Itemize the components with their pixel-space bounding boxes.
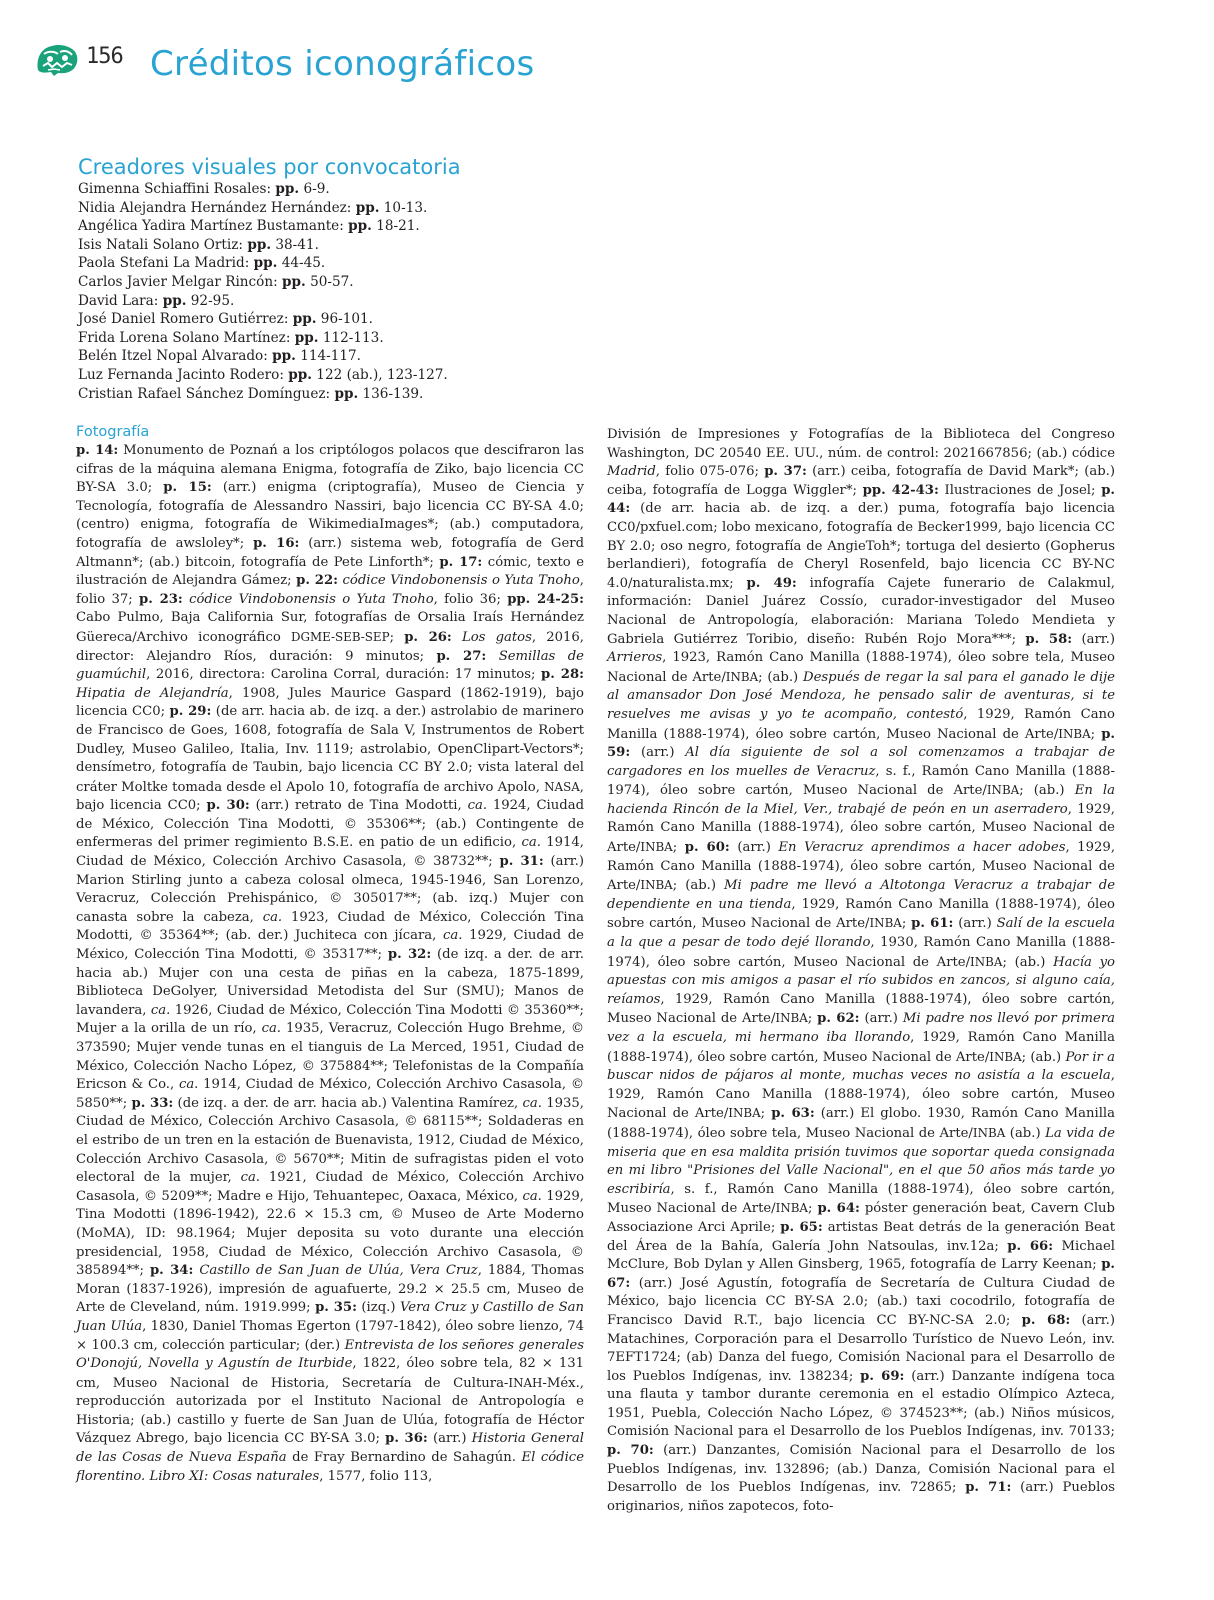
institution-acronym: INBA <box>1058 726 1091 741</box>
page-reference: p. 66: <box>1007 1238 1054 1254</box>
work-title: Entrevista de los señores generales O'Donojú, Novella y Agustín de Iturbide <box>76 1337 584 1372</box>
work-title: Mi padre nos llevó por primera vez a la escuela, mi hermano iba llorando <box>607 1011 1115 1045</box>
page-reference: p. 31: <box>499 854 544 870</box>
credit-text: , 1929, Ramón Cano Manilla (1888-1974), óleo sobre cartón, Museo Nacional de Arte/ <box>607 896 1115 932</box>
credit-text: ; <box>901 916 912 932</box>
credit-text: ; <box>808 1201 818 1217</box>
page-reference: p. 30: <box>206 798 250 814</box>
page-reference: p. 29: <box>169 704 212 720</box>
credit-text: 1924, Ciudad de México, Colección Tina Modotti, © 35306**; (ab.) Contingente de enfermeras del primer regimiento B.S.E. en patio de un edificio, <box>76 798 585 851</box>
creator-name: Carlos Javier Melgar Rincón: <box>78 273 278 290</box>
credit-text: 1921, Ciudad de México, Colección Archivo Casasola, © 5209**; Madre e Hijo, Tehuantepec, Oaxaca, México, <box>76 1170 585 1204</box>
credit-text: (arr.) Danzantes, Comisión Nacional para el Desarrollo de los Pueblos Indígenas, inv. 132896; (ab.) Danza, Comisión Nacional para el Desarrollo de los Pueblos Indígenas, inv. 72865; <box>607 1443 1115 1496</box>
institution-acronym: DGME-SEB-SEP <box>290 629 390 644</box>
credit-text: ; <box>807 1011 818 1027</box>
credit-text: ; <box>1090 726 1102 742</box>
credit-text: (arr.) enigma (criptografía), Museo de Ciencia y Tecnología, fotografía de Alessandro Nassiri, bajo licencia CC BY-SA 4.0; (centro) enigma, fotografía de WikimediaImages*; (ab.) computadora, fotografía de awsloley*; <box>76 480 584 551</box>
page-reference: p. 35: <box>315 1300 357 1316</box>
work-title: ca. <box>261 1021 282 1037</box>
institution-acronym: INAH <box>508 1375 543 1390</box>
credit-text: cómic, texto e ilustración de Alejandra Gámez; <box>76 554 585 589</box>
institution-acronym: INBA <box>986 783 1020 798</box>
page-reference: p. 67: <box>607 1257 1115 1291</box>
photo-credits-right-column <box>607 426 1115 1516</box>
credit-text: (arr.) <box>630 745 686 761</box>
credit-text: , folio 36; <box>433 591 508 607</box>
creator-pages-label: pp. <box>292 311 317 328</box>
creator-pages-label: pp. <box>272 348 296 365</box>
work-title: Semillas de guamúchil <box>76 648 584 683</box>
credit-text: (arr.) Matachines, Corporación para el Desarrollo Turístico de Nuevo León, inv. 7EFT1724; (ab) Danza del fuego, Comisión Nacional para el Desarrollo de los Pueblos Indígenas, inv. 138234; <box>607 1312 1115 1384</box>
credit-text: (arr.) <box>729 840 779 856</box>
creator-item <box>78 199 638 218</box>
credit-text: División de Impresiones y Fotografías de la Biblioteca del Congreso Washington, DC 20540 EE. UU., núm. de control: 2021667856; (ab.) códice <box>607 427 1115 461</box>
credit-text: , 1577, folio 113, <box>319 1468 433 1484</box>
credit-text: , 1929, Ramón Cano Manilla (1888-1974), óleo sobre cartón, Museo Nacional de Arte/ <box>607 706 1115 742</box>
creator-pages-label: pp. <box>355 199 380 216</box>
creator-page-range: 18-21. <box>371 218 420 235</box>
credit-text: ; (ab.) <box>1021 1049 1066 1065</box>
page-title: Créditos iconográficos <box>150 44 535 84</box>
creator-item <box>78 310 638 329</box>
credit-text: 1926, Ciudad de México, Colección Tina Modotti © 35360**; Mujer a la orilla de un río, <box>76 1002 584 1037</box>
institution-acronym: INBA <box>775 1201 809 1216</box>
creators-list <box>78 180 638 403</box>
creator-pages-label: pp. <box>275 181 300 197</box>
work-title: ca. <box>262 909 283 925</box>
creator-page-range: 6-9. <box>299 181 330 197</box>
credit-text: , bajo licencia CC0; <box>76 779 584 814</box>
page-reference: p. 26: <box>404 629 452 645</box>
creator-page-range: 114-117. <box>295 348 362 365</box>
work-title: Salí de la escuela a la que a pesar de todo dejé llorando <box>607 916 1116 951</box>
credit-text: (de arr. hacia ab. de izq. a der.) puma, fotografía bajo licencia CC0/pxfuel.com; lobo mexicano, fotografía de Becker1999, bajo licencia CC BY 2.0; oso negro, fotografía de AngieToh*; tortuga del desierto (Gopherus berlandieri), fotografía de Cheryl Rosenfeld, bajo licencia CC BY-NC 4.0/naturalista.mx; <box>607 501 1115 591</box>
creator-pages-label: pp. <box>253 255 278 272</box>
creator-name: Frida Lorena Solano Martínez: <box>78 329 291 346</box>
creator-name: Cristian Rafael Sánchez Domínguez: <box>78 385 331 402</box>
creator-item <box>78 347 638 366</box>
credit-text: , 2016, directora: Carolina Corral, duración: 17 minutos; <box>146 667 541 683</box>
institution-acronym: INBA <box>972 1125 1006 1140</box>
creator-page-range: 38-41. <box>271 236 319 253</box>
credit-text: Monumento de Poznań a los criptólogos polacos que descifraron las cifras de la máquina alemana Enigma, fotografía de Ziko, bajo licencia CC BY-SA 3.0; <box>76 443 585 496</box>
work-title: Hacía yo apuestas con mis amigos a pasar el río subidos en zancos, si alguno caía, reíamos <box>607 954 1115 1007</box>
creators-heading: Creadores visuales por convocatoria <box>78 155 461 179</box>
page-reference: p. 60: <box>684 840 730 856</box>
credit-text: 1935, Ciudad de México, Colección Archivo Casasola, © 68115**; Soldaderas en el estribo de un tren en la estación de Buenavista, 1912, Ciudad de México, Colección Archivo Casasola, © 5670**; Mitin de sufragistas piden el voto electoral de la mujer, <box>76 1095 584 1186</box>
page-reference: p. 71: <box>965 1480 1012 1496</box>
creator-name: Belén Itzel Nopal Alvarado: <box>78 348 268 365</box>
work-title: Por ir a buscar nidos de pájaros al monte, muchas veces no asistía a la escuela <box>607 1049 1115 1084</box>
creator-item <box>78 292 638 311</box>
creator-page-range: 96-101. <box>316 311 373 328</box>
creator-name: David Lara: <box>78 292 159 309</box>
creator-item <box>78 273 638 292</box>
credit-text: ; (ab.) <box>1019 783 1075 799</box>
photo-credits-left-column <box>76 422 584 1486</box>
creator-page-range: 10-13. <box>379 199 428 216</box>
page-reference: p. 64: <box>817 1201 860 1217</box>
creator-item <box>78 254 638 273</box>
creator-name: Angélica Yadira Martínez Bustamante: <box>78 218 344 235</box>
work-title: En Veracruz aprendimos a hacer adobes <box>778 840 1066 856</box>
credit-text: de Fray Bernardino de Sahagún. <box>286 1450 522 1466</box>
jaguar-glyph-icon <box>34 42 80 78</box>
credit-text: (arr.) sistema web, fotografía de Gerd Altmann*; (ab.) bitcoin, fotografía de Pete Linforth*; <box>76 535 585 570</box>
credit-text: (arr.) Marion Stirling junto a cabeza colosal olmeca, 1945-1946, San Lorenzo, Veracruz, Colección Prehispánico, © 305017**; (ab. izq.) Mujer con canasta sobre la cabeza, <box>76 854 584 925</box>
page-reference: p. 62: <box>817 1011 860 1027</box>
page-reference: p. 23: <box>139 591 183 607</box>
page-reference: p. 69: <box>860 1368 905 1384</box>
creator-item <box>78 385 638 404</box>
creator-item <box>78 217 638 236</box>
page-reference: p. 17: <box>439 554 483 570</box>
credit-text: (de arr. hacia ab. de izq. a der.) astrolabio de marinero de Francisco de Goes, 1608, fotografía de Sala V, Instrumentos de Robert Dudley, Museo Galileo, Italia, Inv. 1119; astrolabio, OpenClipart-Vectors*; densímetro, fotografía de Taubin, bajo licencia CC BY 2.0; vista lateral del cráter Moltke tomada desde el Apolo 10, fotografía de archivo Apolo, <box>76 704 585 795</box>
credit-text: ; <box>672 840 685 856</box>
credit-text: (arr.) <box>953 916 997 932</box>
work-title: Hipatia de Alejandría <box>76 685 229 701</box>
credit-text <box>486 649 498 664</box>
credit-text: , folio 37; <box>76 573 584 607</box>
page-reference: p. 36: <box>385 1431 428 1447</box>
credit-text: 1914, Ciudad de México, Colección Archivo Casasola, © 38732**; <box>76 835 584 870</box>
page-reference: p. 59: <box>607 726 1115 761</box>
credit-text: Michael McClure, Bob Dylan y Allen Ginsberg, 1965, fotografía de Larry Keenan; <box>607 1238 1115 1273</box>
creator-pages-label: pp. <box>334 385 359 402</box>
creator-name: Luz Fernanda Jacinto Rodero: <box>78 366 284 383</box>
page-reference: p. 32: <box>387 947 432 963</box>
credit-text: (de izq. a der. de arr. hacia ab.) Mujer con una cesta de piñas en la cabeza, 1875-1899, Biblioteca DeGolyer, Universidad Metodista del Sur (SMU); Manos de lavandera, <box>76 947 584 1018</box>
page-reference: pp. 42-43: <box>862 482 939 498</box>
work-title: ca. <box>150 1002 171 1018</box>
page-reference: p. 16: <box>253 535 300 551</box>
work-title: ca. <box>467 798 488 814</box>
work-title: Los gatos <box>461 629 532 645</box>
creator-name: José Daniel Romero Gutiérrez: <box>78 311 289 328</box>
credit-text: (arr.) Pueblos originarios, niños zapotecos, foto- <box>607 1480 1115 1514</box>
work-title: El códice florentino. Libro XI: Cosas naturales <box>76 1450 584 1484</box>
work-title: La vida de miseria que en esa maldita prisión tuvimos que soportar queda consignada en mi libro "Prisiones del Valle Nacional", en el que 50 años más tarde yo escribiría <box>607 1125 1115 1197</box>
credit-text: ; <box>389 629 405 645</box>
page-reference: p. 27: <box>436 648 487 664</box>
work-title: Madrid <box>607 464 656 480</box>
credit-text: , 1929, Ramón Cano Manilla (1888-1974), óleo sobre cartón, Museo Nacional de Arte/ <box>607 801 1115 856</box>
credit-text: póster generación beat, Cavern Club Associazione Arci Aprile; <box>607 1201 1115 1235</box>
creator-item <box>78 236 638 255</box>
work-title: códice Vindobonensis o Yuta Tnoho <box>342 573 580 589</box>
creator-item <box>78 329 638 348</box>
institution-acronym: NASA <box>544 779 580 794</box>
creator-name: Isis Natali Solano Ortiz: <box>78 236 243 253</box>
creator-pages-label: pp. <box>282 273 306 290</box>
work-title: Historia General de las Cosas de Nueva España <box>76 1431 585 1466</box>
creator-item <box>78 180 638 199</box>
credit-text: Cabo Pulmo, Baja California Sur, fotografías de Orsalia Iraís Hernández Güereca/Archivo iconográfico <box>76 610 584 645</box>
creator-name: Nidia Alejandra Hernández Hernández: <box>78 199 352 216</box>
work-title: ca. <box>442 928 463 944</box>
page-reference: pp. 24-25: <box>507 591 584 607</box>
credit-text: 1929, Ciudad de México, Colección Tina Modotti, © 35317**; <box>76 928 584 963</box>
credit-text: , 1908, Jules Maurice Gaspard (1862-1919), bajo licencia CC0; <box>76 685 584 720</box>
credit-text: , 1929, Ramón Cano Manilla (1888-1974), óleo sobre cartón, Museo Nacional de Arte/ <box>607 840 1116 894</box>
page-reference: p. 37: <box>764 464 807 480</box>
credit-text: , 1884, Thomas Moran (1837-1926), impresión de aguafuerte, 29.2 × 25.5 cm, Museo de Arte de Cleveland, núm. 1919.999; <box>76 1263 584 1316</box>
work-title: En la hacienda Rincón de la Miel, Ver., trabajé de peón en un aserradero <box>607 783 1115 817</box>
creator-name: Paola Stefani La Madrid: <box>78 255 250 272</box>
credit-text: (arr.) ceiba, fotografía de David Mark*; (ab.) ceiba, fotografía de Logga Wiggler*; <box>607 464 1115 498</box>
creator-page-range: 50-57. <box>305 273 354 290</box>
creator-pages-label: pp. <box>288 366 312 383</box>
creator-pages-label: pp. <box>162 292 187 309</box>
fotografia-heading: Fotografía <box>76 424 150 440</box>
credit-text: , 1930, Ramón Cano Manilla (1888-1974), óleo sobre cartón, Museo Nacional de Arte/ <box>607 935 1115 970</box>
creator-page-range: 112-113. <box>318 329 384 346</box>
page-reference: p. 34: <box>149 1263 194 1279</box>
page-reference: p. 15: <box>163 480 212 496</box>
credits-paragraph-right <box>607 426 1115 1516</box>
credit-text: , 1929, Ramón Cano Manilla (1888-1974), óleo sobre cartón, Museo Nacional de Arte/ <box>607 1068 1115 1122</box>
credit-text: (izq.) <box>356 1300 400 1316</box>
creator-page-range: 44-45. <box>277 255 326 272</box>
work-title: ca. <box>521 835 541 851</box>
creator-pages-label: pp. <box>294 329 319 346</box>
credit-text: 1923, Ciudad de México, Colección Tina Modotti, © 35364**; (ab. der.) Juchiteca con jícara, <box>76 909 584 944</box>
credit-text: , s. f., Ramón Cano Manilla (1888-1974), óleo sobre cartón, Museo Nacional de Arte/ <box>607 763 1115 799</box>
institution-acronym: INBA <box>869 916 902 931</box>
page-reference: p. 58: <box>1025 631 1073 647</box>
credit-text: ; (ab.) <box>672 878 725 894</box>
page-reference: p. 63: <box>771 1106 815 1122</box>
work-title: ca. <box>240 1170 261 1186</box>
credit-text: (arr.) retrato de Tina Modotti, <box>249 798 468 814</box>
credit-text: ; <box>760 1106 772 1122</box>
work-title: Arrieros <box>607 650 663 666</box>
page-reference: p. 70: <box>607 1443 654 1459</box>
work-title: ca. <box>522 1095 542 1111</box>
page-reference: p. 68: <box>1021 1312 1071 1328</box>
page-reference: p. 22: <box>296 573 339 589</box>
work-title: ca. <box>178 1077 199 1093</box>
credit-text: (arr.) <box>427 1431 472 1447</box>
institution-acronym: INBA <box>775 1011 808 1026</box>
credit-text: (arr.) Danzante indígena toca una flauta y tambor durante ceremonia en el estadio Olímpico Azteca, 1951, Puebla, Colección Nacho López, © 374523**; (ab.) Niños músicos, Comisión Nacional para el Desarrollo de los Pueblos Indígenas, inv. 70133; <box>607 1368 1115 1440</box>
credit-text: (arr.) <box>859 1011 903 1027</box>
credit-text: infografía Cajete funerario de Calakmul, información: Daniel Juárez Cossío, curador-investigador del Museo Nacional de Antropología, elaboración: Mariana Toledo Mendieta y Gabriela Gutiérrez Toribio, diseño: Rubén Rojo Mora***; <box>607 575 1115 647</box>
credit-text: (ab.) <box>1005 1125 1046 1141</box>
credit-text: 1929, Tina Modotti (1896-1942), 22.6 × 15.3 cm, © Museo de Arte Moderno (MoMA), ID: 98.1964; Mujer deposita su voto durante una elección presidencial, 1958, Ciudad de México, Colección Archivo Casasola, © 385894**; <box>76 1188 584 1279</box>
credit-text <box>452 630 462 645</box>
institution-acronym: INBA <box>640 878 673 893</box>
page-reference: p. 49: <box>746 575 797 591</box>
credit-text: 1935, Veracruz, Colección Hugo Brehme, © 373590; Mujer vende tunas en el tianguis de La Merced, 1951, Ciudad de México, Colección Nacho López, © 375884**; Telefonistas de la Compañía Ericson & Co., <box>76 1021 585 1093</box>
page-header <box>34 36 1184 106</box>
work-title: Mi padre me llevó a Altotonga Veracruz a trabajar de dependiente en una tienda <box>607 878 1115 912</box>
institution-acronym: INBA <box>728 1106 761 1121</box>
creator-pages-label: pp. <box>348 218 372 235</box>
credit-text: , 1923, Ramón Cano Manilla (1888-1974), óleo sobre tela, Museo Nacional de Arte/ <box>607 650 1115 685</box>
page-reference: p. 33: <box>131 1095 174 1111</box>
credit-text: 1914, Ciudad de México, Colección Archivo Casasola, © 5850**; <box>76 1077 585 1111</box>
credit-text: , 1830, Daniel Thomas Egerton (1797-1842), óleo sobre lienzo, 74 × 100.3 cm, colección particular; (der.) <box>76 1318 584 1353</box>
credit-text: -Méx., reproducción autorizada por el Instituto Nacional de Antropología e Historia; (ab.) castillo y fuerte de San Juan de Ulúa, fotografía de Héctor Vázquez Abrego, bajo licencia CC BY-SA 3.0; <box>76 1375 584 1447</box>
institution-acronym: INBA <box>970 954 1003 969</box>
work-title: ca. <box>522 1188 542 1204</box>
creators-section <box>78 154 638 403</box>
credits-paragraph-left <box>76 442 584 1486</box>
credit-text: (arr.) José Agustín, fotografía de Secretaría de Cultura Ciudad de México, bajo licencia CC BY-SA 2.0; (ab.) taxi cocodrilo, fotografía de Francisco David R.T., bajo licencia CC BY-NC-SA 2.0; <box>607 1275 1115 1328</box>
creator-pages-label: pp. <box>247 236 272 253</box>
page-reference: p. 28: <box>541 667 584 683</box>
work-title: Vera Cruz y Castillo de San Juan Ulúa <box>76 1300 585 1334</box>
institution-acronym: INBA <box>640 840 673 855</box>
creator-page-range: 136-139. <box>358 385 424 402</box>
credit-text: , 2016, director: Alejandro Ríos, duración: 9 minutos; <box>76 629 584 664</box>
page-reference: p. 61: <box>911 916 954 932</box>
credit-text: (arr.) <box>1072 631 1115 647</box>
creator-name: Gimenna Schiaffini Rosales: <box>78 181 272 197</box>
credit-text: , 1929, Ramón Cano Manilla (1888-1974), óleo sobre cartón, Museo Nacional de Arte/ <box>607 991 1115 1027</box>
work-title: Al día siguiente de sol a sol comenzamos a trabajar de cargadores en los muelles de Veracruz <box>607 745 1115 779</box>
credit-text: (de izq. a der. de arr. hacia ab.) Valentina Ramírez, <box>173 1095 523 1111</box>
credit-text: Ilustraciones de Josel; <box>938 482 1102 498</box>
page-reference: p. 44: <box>607 482 1115 517</box>
institution-acronym: INBA <box>989 1049 1022 1064</box>
institution-acronym: INBA <box>725 669 759 684</box>
page-number: 156 <box>86 44 123 69</box>
credit-text: ; (ab.) <box>758 669 804 685</box>
page-reference: p. 14: <box>76 443 119 458</box>
credit-text: , 1929, Ramón Cano Manilla (1888-1974), óleo sobre cartón, Museo Nacional de Arte/ <box>607 1030 1115 1065</box>
creator-page-range: 92-95. <box>186 292 235 309</box>
credit-text: (arr.) El globo. 1930, Ramón Cano Manilla (1888-1974), óleo sobre tela, Museo Nacional de Arte/ <box>607 1106 1115 1141</box>
work-title: códice Vindobonensis o Yuta Tnoho <box>189 591 434 607</box>
creator-item <box>78 366 638 385</box>
page-reference: p. 65: <box>780 1219 823 1235</box>
credit-text: , folio 075-076; <box>655 464 765 480</box>
credit-text: ; (ab.) <box>1002 954 1054 970</box>
credit-text: , 1822, óleo sobre tela, 82 × 131 cm, Museo Nacional de Historia, Secretaría de Cultura- <box>76 1356 584 1391</box>
credit-text: artistas Beat detrás de la generación Beat del Área de la Bahía, Galería John Natsoulas, inv.12a; <box>607 1219 1116 1254</box>
credit-text: , s. f., Ramón Cano Manilla (1888-1974), óleo sobre cartón, Museo Nacional de Arte/ <box>607 1181 1115 1217</box>
work-title: Después de regar la sal para el ganado le dije al amansador Don José Mendoza, he pensado salir de aventuras, si te resuelves me avisas y yo te acompaño, contestó <box>607 669 1115 722</box>
work-title: Castillo de San Juan de Ulúa, Vera Cruz <box>199 1263 478 1279</box>
creator-page-range: 122 (ab.), 123-127. <box>311 366 448 383</box>
